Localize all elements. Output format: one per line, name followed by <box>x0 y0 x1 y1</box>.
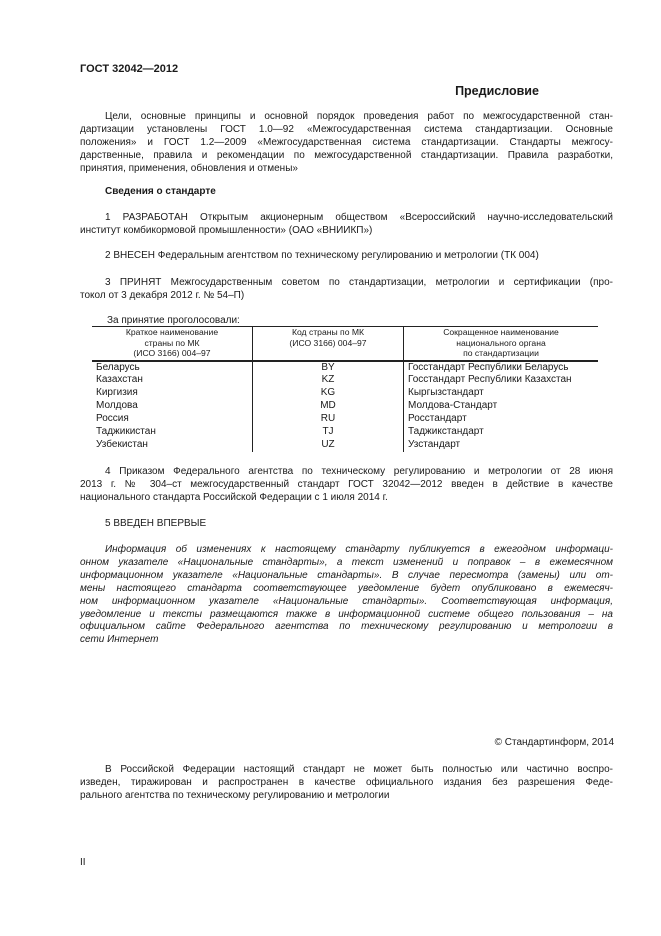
info-heading: Сведения о стандарте <box>105 186 216 197</box>
copyright-notice: © Стандартинформ, 2014 <box>494 737 614 748</box>
item-enacted: 4 Приказом Федерального агентства по техническому регулированию и метрологии от 28 июня 2013 г. № 304–ст межгосударственный стандарт ГОСТ 32042—2012 введен в действие в качестве национального стандарта Российской Федерации с 1 июля 2014 г. <box>80 466 613 503</box>
item-adopted: 3 ПРИНЯТ Межгосударственным советом по стандартизации, метрологии и сертификации (про- токол от 3 декабря 2012 г. № 54–П) <box>80 277 613 301</box>
item-developed: 1 РАЗРАБОТАН Открытым акционерным обществом «Всероссийский научно-исследовательский институт комбикормовой промышленности» (ОАО «ВНИИКП») <box>80 212 613 236</box>
table-row: Таджикистан TJ Таджикстандарт <box>96 426 484 438</box>
table-header-row <box>92 327 598 361</box>
item-submitted: 2 ВНЕСЕН Федеральным агентством по техническому регулированию и метрологии (ТК 004) <box>105 250 539 261</box>
table-row: Киргизия KG Кыргызстандарт <box>96 387 484 399</box>
table-row: Беларусь BY Госстандарт Республики Беларусь <box>96 361 569 373</box>
table-row: Россия RU Росстандарт <box>96 413 467 425</box>
page-title: Предисловие <box>455 84 539 98</box>
item-introduced: 5 ВВЕДЕН ВПЕРВЫЕ <box>105 518 207 529</box>
table-row: Казахстан KZ Госстандарт Республики Казахстан <box>96 374 572 386</box>
table-row: Молдова MD Молдова-Стандарт <box>96 400 498 412</box>
header-country: Краткое наименование страны по МК (ИСО 3166) 004–97 <box>92 327 253 361</box>
rights-paragraph: В Российской Федерации настоящий стандарт не может быть полностью или частично воспро- изведен, тиражирован и распространен в качестве официального издания без разрешения Феде- рального агентства по техническому регулированию и метрологии <box>80 764 613 801</box>
table-row: Узбекистан UZ Узстандарт <box>96 438 461 450</box>
voting-table <box>92 326 598 452</box>
amendments-notice: Информация об изменениях к настоящему стандарту публикуется в ежегодном информаци- онном указателе «Национальные стандарты», а текст изменений и поправок – в ежемесячном информационном указателе «Национальные стандарты». В случае пересмотра (замены) или от- мены настоящего стандарта соответствующее уведомление будет опубликовано в ежемесяч- ном информационном указателе «Национальные стандарты». Соответствующая информация, уведомление и тексты размещаются также в информационной системе общего пользования – на официальном сайте Федерального агентства по техническому регулированию и метрологии в сети Интернет <box>80 544 613 646</box>
intro-paragraph: Цели, основные принципы и основной порядок проведения работ по межгосударственной стан- дартизации установлены ГОСТ 1.0—92 «Межгосударственная система стандартизации. Основные положения» и ГОСТ 1.2—2009 «Межгосударственная система стандартизации. Стандарты межгосу- дарственные, правила и рекомендации по межгосударственной стандартизации. Правила разработки, принятия, применения, обновления и отмены» <box>80 111 613 174</box>
page-number: II <box>80 857 86 868</box>
header-code: Код страны по МК (ИСО 3166) 004–97 <box>253 327 404 361</box>
standard-code: ГОСТ 32042—2012 <box>80 63 179 75</box>
header-body: Сокращенное наименование национального органа по стандартизации <box>404 327 599 361</box>
vote-caption: За принятие проголосовали: <box>107 315 240 326</box>
